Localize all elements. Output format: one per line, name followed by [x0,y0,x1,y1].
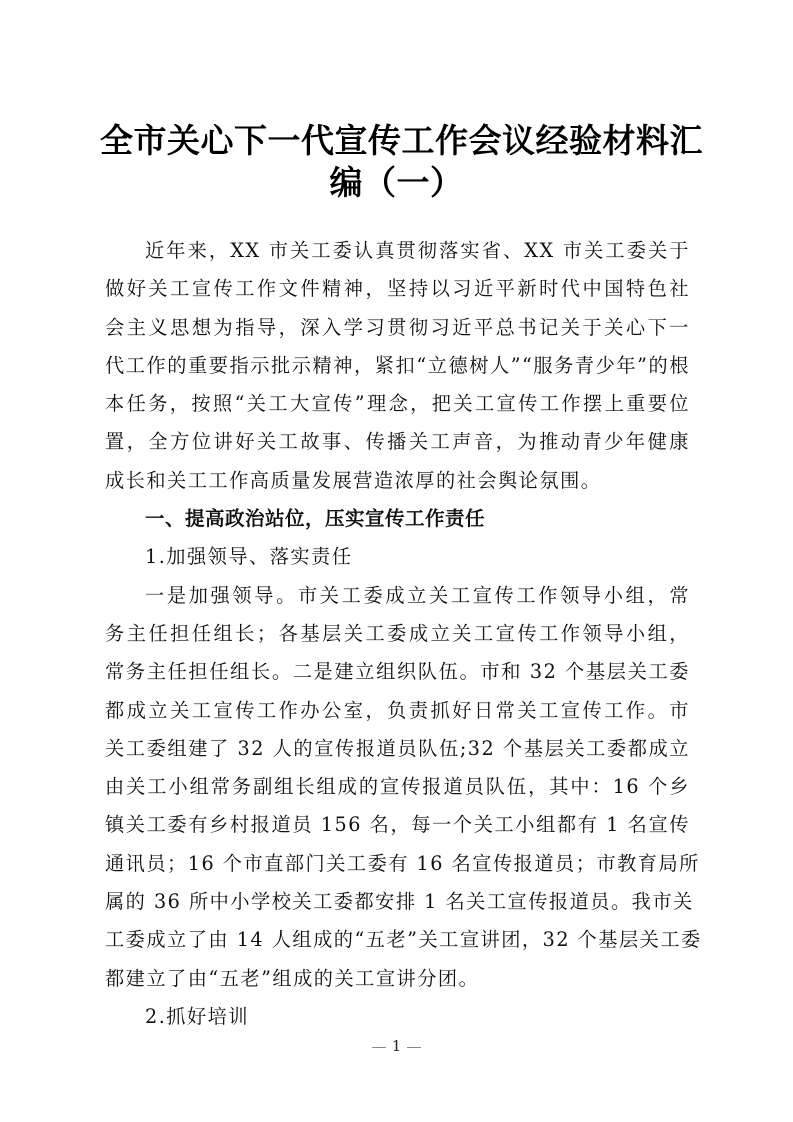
paragraph-line: 由关工小组常务副组长组成的宣传报道员队伍，其中：16 个乡 [105,775,690,799]
page-number [0,1037,793,1055]
paragraph-line: 镇关工委有乡村报道员 156 名，每一个关工小组都有 1 名宣传 [105,813,690,837]
paragraph-line: 工委成立了由 14 人组成的“五老”关工宣讲团，32 个基层关工委 [105,928,702,952]
document-title-line-2: 编（一） [329,163,464,202]
paragraph-line: 务主任担任组长；各基层关工委成立关工宣传工作领导小组， [105,621,690,645]
paragraph-text: 常务主任担任组长。 [105,660,293,684]
subsection-title: 1.加强领导、落实责任 [145,545,353,569]
paragraph-text: 建立组织队伍。市和 32 个基层关工委 [334,660,690,684]
intro-line: 成长和关工工作高质量发展营造浓厚的社会舆论氛围。 [105,468,602,492]
emphasis-lead: 一是 [145,583,189,607]
section-heading: 一、提高政治站位，压实宣传工作责任 [145,507,486,531]
document-title-line-1: 全市关心下一代宣传工作会议经验材料汇 [100,121,703,160]
intro-line: 做好关工宣传工作文件精神，坚持以习近平新时代中国特色社 [105,277,690,301]
intro-line: 代工作的重要指示批示精神，紧扣“立德树人”“服务青少年”的根 [105,353,690,377]
paragraph-text: 加强领导。市关工委成立关工宣传工作领导小组，常 [188,583,691,607]
paragraph-line [105,577,690,615]
paragraph-line: 通讯员；16 个市直部门关工委有 16 名宣传报道员；市教育局所 [105,851,700,875]
emphasis-lead: 二是 [292,660,335,684]
intro-line: 会主义思想为指导，深入学习贯彻习近平总书记关于关心下一 [105,315,690,339]
paragraph-line [105,653,690,691]
subsection-title: 2.抓好培训 [145,1004,250,1028]
intro-line: 置，全方位讲好关工故事、传播关工声音，为推动青少年健康 [105,430,690,454]
document-body [105,232,702,1036]
paragraph-line: 关工委组建了 32 人的宣传报道员队伍;32 个基层关工委都成立 [105,736,690,760]
intro-paragraph [105,232,690,500]
subsection-1-paragraph [105,577,702,998]
paragraph-line: 都成立关工宣传工作办公室，负责抓好日常关工宣传工作。市 [105,698,690,722]
paragraph-line: 都建立了由“五老”组成的关工宣讲分团。 [105,966,480,990]
dash-right [407,1047,421,1048]
dash-left [372,1047,386,1048]
intro-line: 近年来，XX 市关工委认真贯彻落实省、XX 市关工委关于 [145,239,690,262]
page-number-value: 1 [391,1037,402,1055]
paragraph-line: 属的 36 所中小学校关工委都安排 1 名关工宣传报道员。我市关 [105,890,694,914]
intro-line: 本任务，按照“关工大宣传”理念，把关工宣传工作摆上重要位 [105,392,690,416]
